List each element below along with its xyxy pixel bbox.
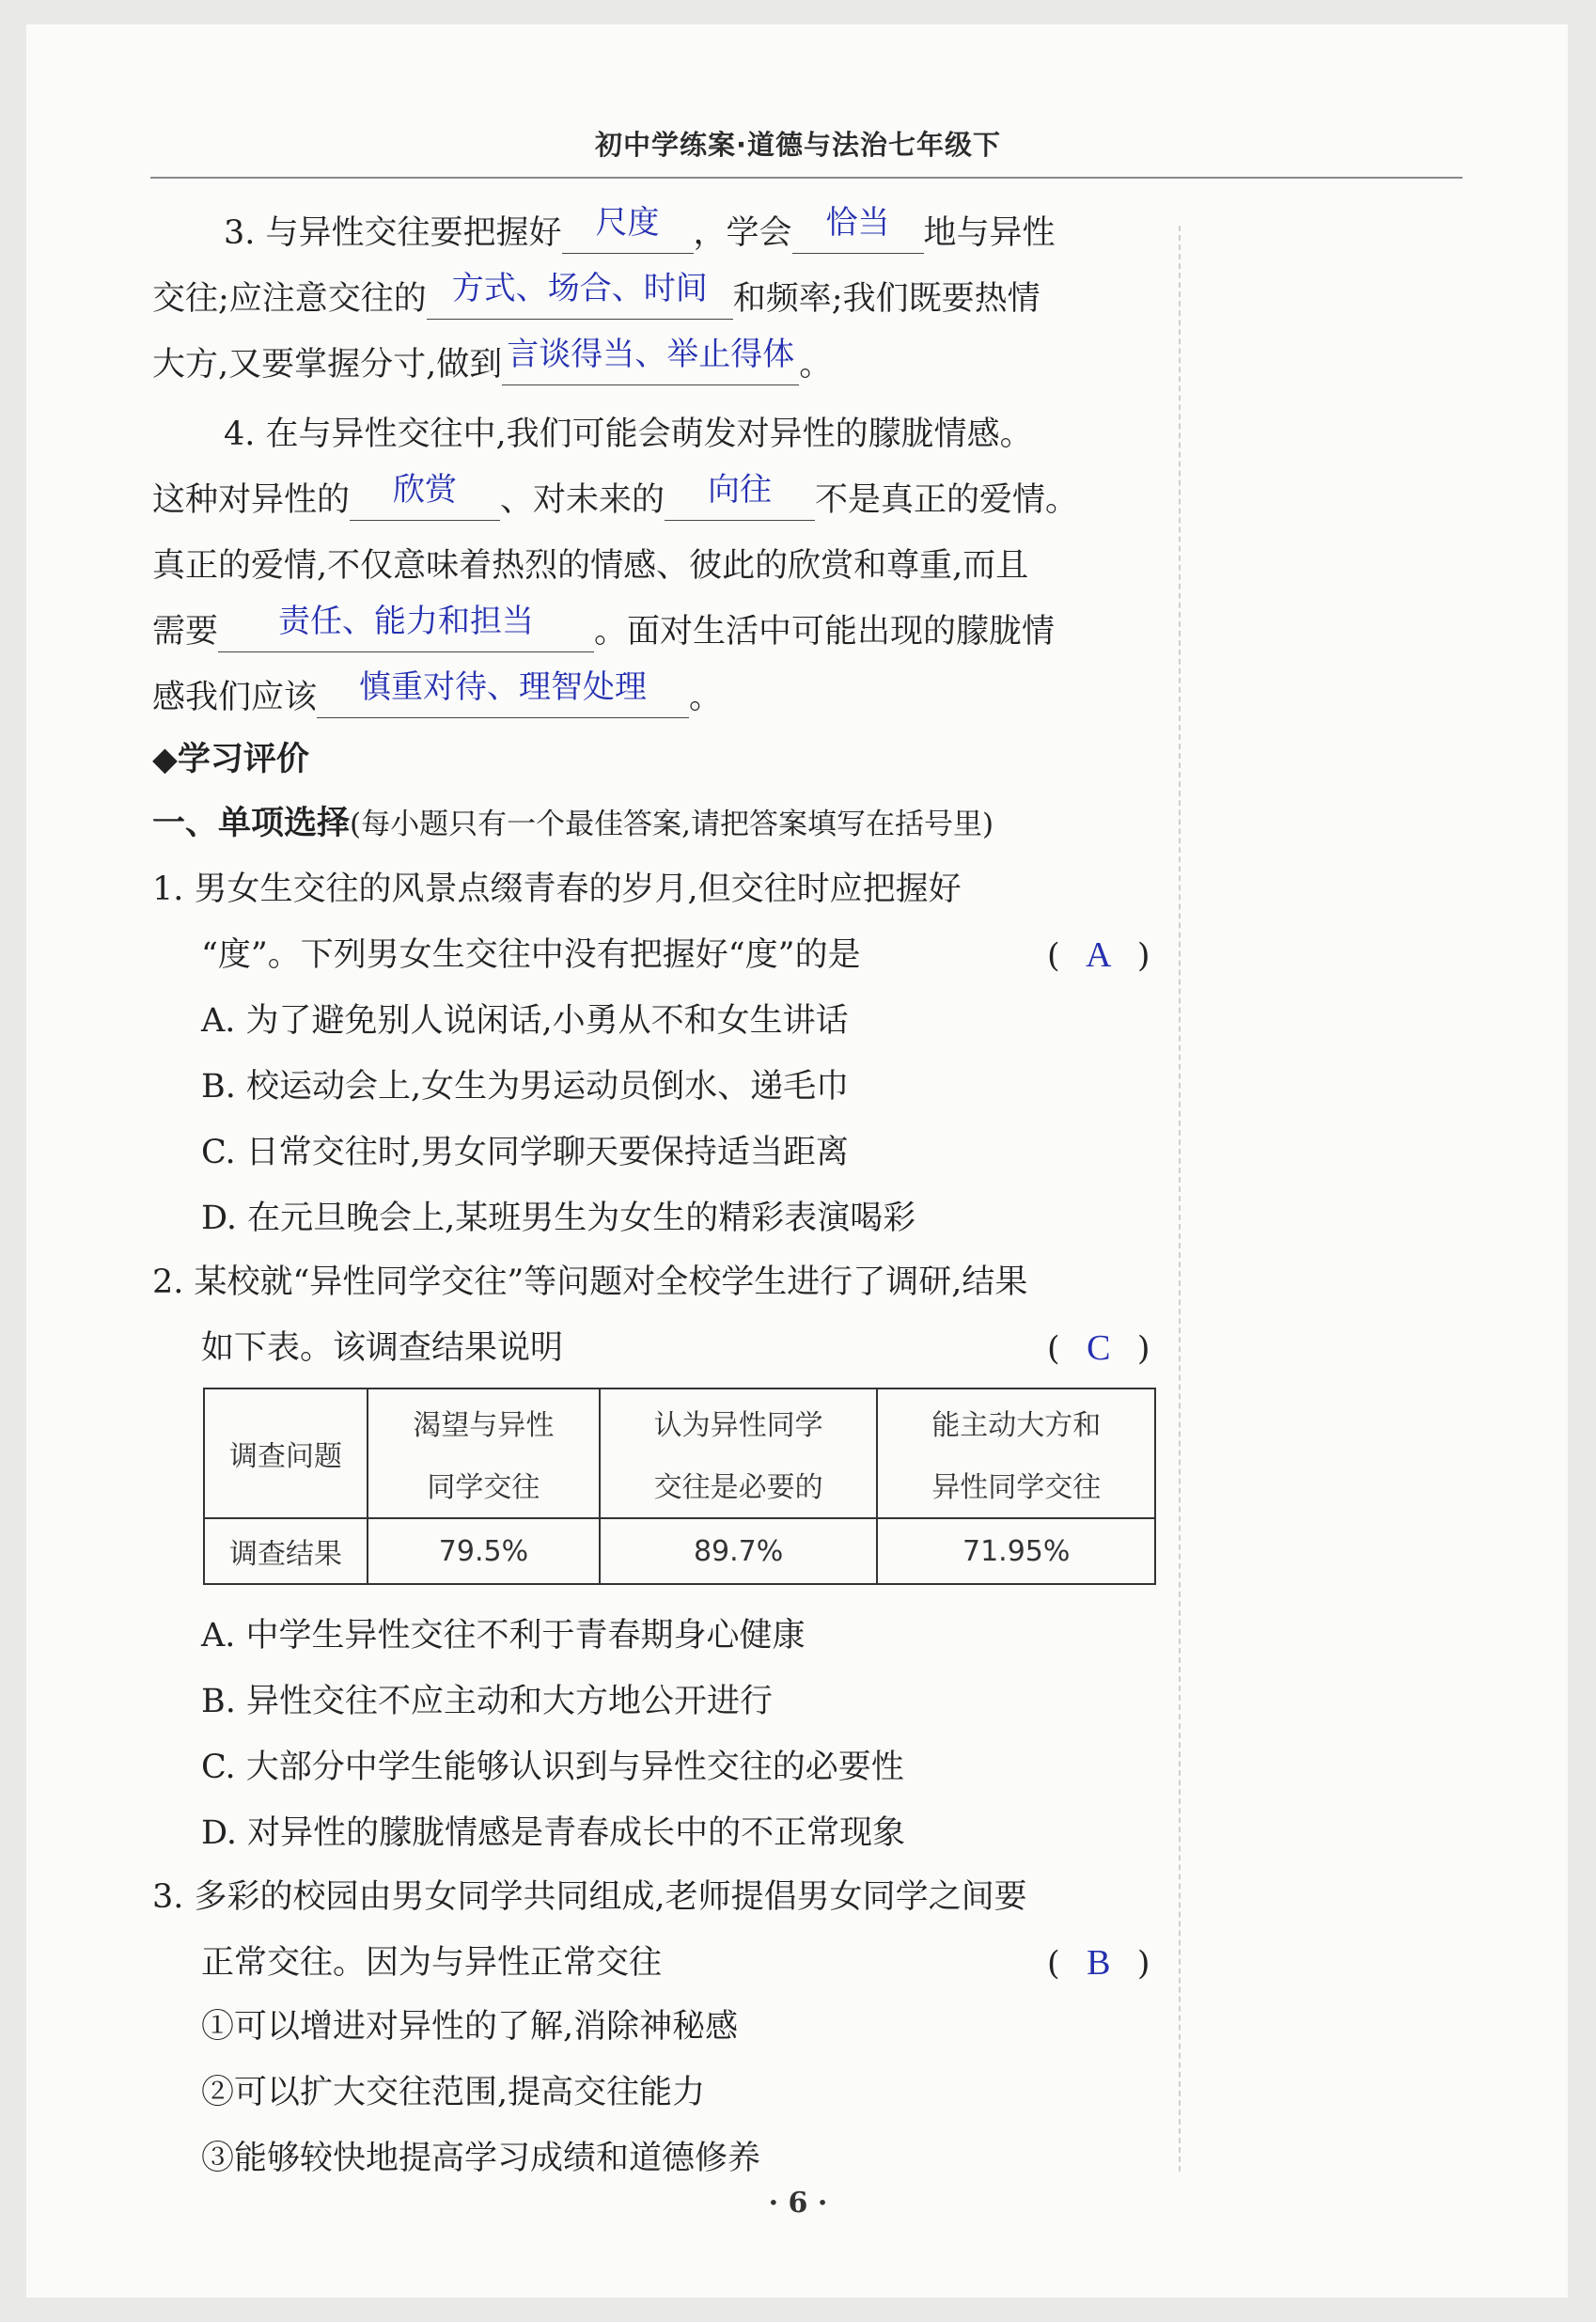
mc3-answer-box[interactable]: ( B )	[1047, 1943, 1150, 1983]
table-cell: 渴望与异性 同学交往	[368, 1388, 600, 1518]
mc3-item-1: ①可以增进对异性的了解,消除神秘感	[201, 2008, 739, 2046]
mc1-stem-1: 1. 男女生交往的风景点缀青春的岁月,但交往时应把握好	[152, 871, 962, 908]
mc3-item-3: ③能够较快地提高学习成绩和道德修养	[201, 2140, 761, 2177]
mc2-option-d[interactable]: D. 对异性的朦胧情感是青春成长中的不正常现象	[201, 1814, 906, 1852]
blank[interactable]: 慎重对待、理智处理	[317, 680, 689, 718]
q3-line-3: 大方,又要掌握分寸,做到 言谈得当、举止得体 。	[152, 336, 833, 384]
q4-line-3: 真正的爱情,不仅意味着热烈的情感、彼此的欣赏和尊重,而且	[152, 547, 1029, 585]
section-title: ◆学习评价	[152, 741, 309, 778]
mc1-option-c[interactable]: C. 日常交往时,男女同学聊天要保持适当距离	[201, 1134, 849, 1171]
mc1-option-b[interactable]: B. 校运动会上,女生为男运动员倒水、递毛巾	[201, 1068, 850, 1106]
table-cell: 79.5%	[368, 1518, 600, 1584]
mc1-stem-2: “度”。下列男女生交往中没有把握好“度”的是	[201, 936, 861, 974]
blank[interactable]: 欣赏	[350, 482, 500, 521]
page-number: · 6 ·	[768, 2187, 828, 2220]
mc3-stem-2: 正常交往。因为与异性正常交往	[201, 1944, 663, 1982]
q4-line-1: 4. 在与异性交往中,我们可能会萌发对异性的朦胧情感。	[224, 416, 1033, 453]
blank[interactable]: 言谈得当、举止得体	[502, 347, 799, 385]
mc2-stem-2: 如下表。该调查结果说明	[201, 1329, 564, 1367]
table-row	[204, 1518, 1155, 1584]
part1-heading: 一、单项选择(每小题只有一个最佳答案,请把答案填写在括号里)	[152, 805, 994, 842]
q4-line-5: 感我们应该 慎重对待、理智处理 。	[152, 668, 723, 716]
q4-line-4: 需要 责任、能力和担当 。面对生活中可能出现的朦胧情	[152, 603, 1056, 651]
blank[interactable]: 尺度	[562, 215, 694, 254]
blank[interactable]: 责任、能力和担当	[218, 614, 594, 652]
mc3-item-2: ②可以扩大交往范围,提高交往能力	[201, 2074, 706, 2111]
table-cell: 71.95%	[877, 1518, 1155, 1584]
blank[interactable]: 方式、场合、时间	[427, 281, 733, 320]
header-divider	[150, 177, 1463, 179]
survey-table	[203, 1388, 1156, 1585]
mc1-answer-box[interactable]: ( A )	[1047, 935, 1150, 975]
blank[interactable]: 恰当	[792, 215, 924, 254]
table-row	[204, 1388, 1155, 1518]
mc2-option-a[interactable]: A. 中学生异性交往不利于青春期身心健康	[201, 1617, 806, 1655]
mc2-option-c[interactable]: C. 大部分中学生能够认识到与异性交往的必要性	[201, 1749, 904, 1786]
page-header: 初中学练案·道德与法治七年级下	[594, 129, 1002, 161]
q4-line-2: 这种对异性的 欣赏 、对未来的 向往 不是真正的爱情。	[152, 471, 1079, 519]
blank[interactable]: 向往	[665, 482, 815, 521]
table-cell: 调查问题	[204, 1388, 368, 1518]
mc3-stem-1: 3. 多彩的校园由男女同学共同组成,老师提倡男女同学之间要	[152, 1878, 1027, 1916]
mc1-option-d[interactable]: D. 在元旦晚会上,某班男生为女生的精彩表演喝彩	[201, 1200, 916, 1237]
table-cell: 能主动大方和 异性同学交往	[877, 1388, 1155, 1518]
mc2-answer-box[interactable]: ( C )	[1047, 1328, 1150, 1368]
table-cell: 调查结果	[204, 1518, 368, 1584]
margin-divider	[1179, 226, 1181, 2172]
q3-line-1: 3. 与异性交往要把握好 尺度 ，学会 恰当 地与异性	[224, 204, 1056, 252]
q3-line-2: 交往;应注意交往的 方式、场合、时间 和频率;我们既要热情	[152, 270, 1041, 318]
table-cell: 89.7%	[600, 1518, 878, 1584]
mc2-option-b[interactable]: B. 异性交往不应主动和大方地公开进行	[201, 1683, 773, 1720]
mc1-option-a[interactable]: A. 为了避免别人说闲话,小勇从不和女生讲话	[201, 1002, 849, 1040]
mc2-stem-1: 2. 某校就“异性同学交往”等问题对全校学生进行了调研,结果	[152, 1263, 1028, 1301]
table-cell: 认为异性同学 交往是必要的	[600, 1388, 878, 1518]
